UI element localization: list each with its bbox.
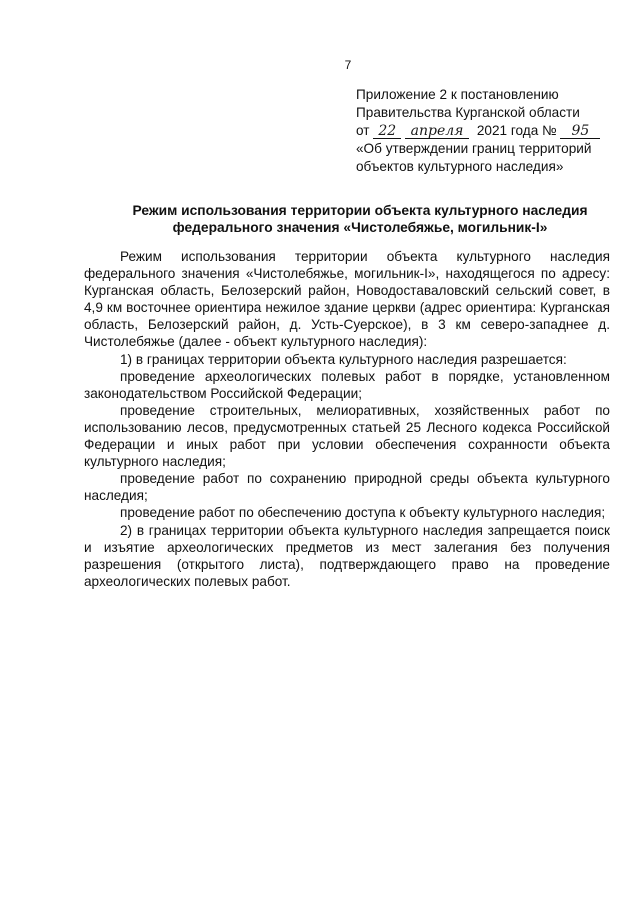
date-from-label: от	[356, 123, 370, 138]
paragraph-permitted-item: проведение работ по сохранению природной среды объекта культурного наследия;	[84, 471, 610, 504]
date-year-label: 2021 года №	[476, 123, 557, 138]
document-title	[90, 202, 630, 236]
appendix-line-4: «Об утверждении границ территорий	[356, 141, 592, 156]
page-number: 7	[344, 58, 352, 72]
paragraph-intro: Режим использования территории объекта культурного наследия федерального значения «Чистолебяжье, могильник-I», находящегося по адресу: Курганская область, Белозерский район, Новодоставаловский сельский совет, в 4,9 км восточнее ориентира нежилое здание церкви (адрес ориентира: Курганская область, Белозерский район, д. Усть-Суерское), в 3 км северо-западнее д. Чистолебяжье (далее - объект культурного наследия):	[84, 249, 610, 350]
paragraph-permitted-item: проведение археологических полевых работ в порядке, установленном законодательством Российской Федерации;	[84, 368, 610, 401]
handwritten-date-day: 22	[373, 124, 401, 139]
paragraph-permitted-heading: 1) в границах территории объекта культурного наследия разрешается:	[120, 351, 567, 367]
title-line-2: федерального значения «Чистолебяжье, могильник-I»	[172, 220, 548, 235]
paragraph-permitted-item: проведение работ по обеспечению доступа к объекту культурного наследия;	[120, 505, 606, 521]
appendix-line-5: объектов культурного наследия»	[356, 159, 564, 174]
appendix-date-line	[356, 122, 626, 140]
appendix-line-1: Приложение 2 к постановлению	[356, 87, 559, 102]
handwritten-document-number: 95	[560, 124, 600, 139]
handwritten-date-month: апреля	[405, 124, 469, 139]
appendix-header	[356, 86, 626, 176]
paragraph-permitted-item: проведение строительных, мелиоративных, хозяйственных работ по использованию лесов, предусмотренных статьей 25 Лесного кодекса Российской Федерации и иных работ при условии обеспечения сохранности объекта культурного наследия;	[84, 402, 610, 470]
appendix-line-2: Правительства Курганской области	[356, 105, 580, 120]
paragraph-prohibited: 2) в границах территории объекта культурного наследия запрещается поиск и изъятие археологических предметов из мест залегания без получения разрешения (открытого листа), подтверждающего право на проведение археологических полевых работ.	[84, 522, 610, 589]
title-line-1: Режим использования территории объекта культурного наследия	[132, 203, 588, 218]
document-body	[84, 248, 610, 590]
